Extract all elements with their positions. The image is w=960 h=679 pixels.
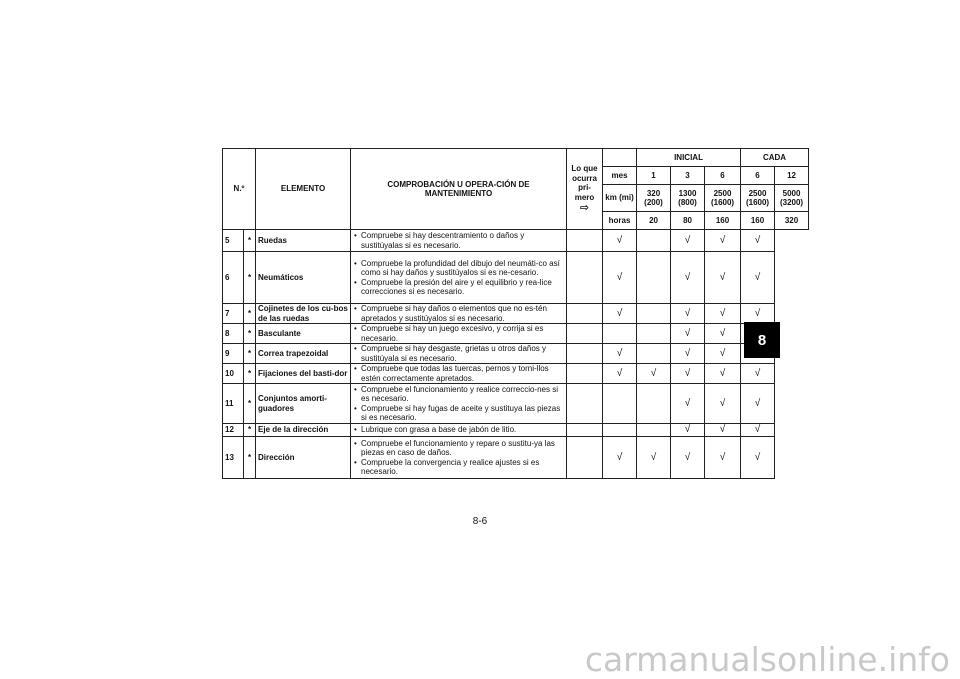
header-unit-value: 12 (775, 167, 809, 185)
header-num: N.º (223, 149, 256, 230)
check-mark-icon: √ (603, 252, 637, 304)
check-mark-icon: √ (603, 344, 637, 364)
check-mark-icon: √ (603, 230, 637, 252)
check-mark-icon: √ (671, 424, 705, 437)
check-mark-icon: √ (741, 230, 775, 252)
check-mark-icon (637, 384, 671, 424)
row-check (351, 437, 567, 479)
table-row (223, 252, 809, 304)
row-number: 11 (223, 384, 244, 424)
check-mark-icon (637, 344, 671, 364)
check-item (353, 439, 564, 458)
check-mark-icon: √ (741, 364, 775, 384)
row-star: * (244, 437, 256, 479)
bullet-icon: • (354, 425, 357, 435)
maintenance-table (222, 148, 809, 479)
header-unit-value: 2500 (1600) (705, 185, 741, 212)
row-first-cell (567, 437, 603, 479)
check-text: Compruebe si hay daños o elementos que no es-tén apretados y sustitúyalos si es necesario. (361, 304, 547, 323)
check-mark-icon (603, 384, 637, 424)
row-element: Conjuntos amorti-guadores (256, 384, 351, 424)
row-check (351, 252, 567, 304)
bullet-icon: • (354, 438, 357, 448)
header-unit-label: horas (603, 212, 637, 230)
row-number: 13 (223, 437, 244, 479)
check-mark-icon: √ (705, 324, 741, 344)
check-mark-icon: √ (671, 304, 705, 324)
bullet-icon: • (354, 277, 357, 287)
row-check (351, 344, 567, 364)
row-number: 6 (223, 252, 244, 304)
row-star: * (244, 424, 256, 437)
check-mark-icon: √ (603, 437, 637, 479)
check-text: Compruebe si hay un juego excesivo, y corrija si es necesario. (361, 324, 544, 343)
header-unit-value: 1300 (800) (671, 185, 705, 212)
check-item (353, 259, 564, 278)
check-mark-icon: √ (741, 384, 775, 424)
check-mark-icon: √ (671, 384, 705, 424)
check-item (353, 364, 564, 383)
row-number: 9 (223, 344, 244, 364)
row-number: 10 (223, 364, 244, 384)
check-mark-icon (637, 324, 671, 344)
table-row (223, 230, 809, 252)
table-row (223, 384, 809, 424)
check-mark-icon: √ (671, 364, 705, 384)
header-unit-value: 320 (775, 212, 809, 230)
chapter-tab: 8 (744, 322, 780, 358)
bullet-icon: • (354, 344, 357, 354)
check-mark-icon: √ (671, 344, 705, 364)
row-check (351, 230, 567, 252)
header-unit-value: 80 (671, 212, 705, 230)
header-unit-value: 6 (705, 167, 741, 185)
check-item (353, 344, 564, 363)
row-number: 12 (223, 424, 244, 437)
table-row (223, 344, 809, 364)
check-mark-icon: √ (705, 364, 741, 384)
check-mark-icon (637, 230, 671, 252)
check-mark-icon: √ (741, 304, 775, 324)
row-star: * (244, 364, 256, 384)
check-mark-icon: √ (705, 437, 741, 479)
row-first-cell (567, 384, 603, 424)
row-star: * (244, 344, 256, 364)
check-item (353, 458, 564, 477)
bullet-icon: • (354, 304, 357, 314)
row-first-cell (567, 252, 603, 304)
row-first-cell (567, 230, 603, 252)
check-item (353, 278, 564, 297)
check-mark-icon (603, 424, 637, 437)
row-check (351, 384, 567, 424)
check-mark-icon (637, 424, 671, 437)
header-unit-value: 6 (741, 167, 775, 185)
check-mark-icon: √ (741, 437, 775, 479)
check-item (353, 231, 564, 250)
check-mark-icon: √ (637, 437, 671, 479)
check-text: Compruebe el funcionamiento y repare o sustitu-ya las piezas en caso de daños. (361, 438, 555, 458)
row-element: Correa trapezoidal (256, 344, 351, 364)
check-text: Lubrique con grasa a base de jabón de litio. (361, 425, 517, 435)
row-first-cell (567, 324, 603, 344)
check-text: Compruebe si hay descentramiento o daños y sustitúyalas si es necesario. (361, 231, 525, 250)
bullet-icon: • (354, 457, 357, 467)
header-unit-value: 320 (200) (637, 185, 671, 212)
row-star: * (244, 324, 256, 344)
check-mark-icon: √ (671, 230, 705, 252)
header-unit-value: 160 (705, 212, 741, 230)
check-text: Compruebe si hay desgaste, grietas u otros daños y sustitúyala si es necesario. (361, 344, 547, 363)
check-mark-icon: √ (705, 252, 741, 304)
check-mark-icon: √ (603, 304, 637, 324)
bullet-icon: • (354, 324, 357, 334)
header-unit-value: 2500 (1600) (741, 185, 775, 212)
check-text: Compruebe el funcionamiento y realice correccio-nes si es necesario. (361, 384, 558, 404)
header-check: COMPROBACIÓN U OPERA-CIÓN DE MANTENIMIENTO (351, 149, 567, 230)
table-row (223, 304, 809, 324)
header-row-top (223, 149, 809, 167)
row-element: Neumáticos (256, 252, 351, 304)
row-element: Eje de la dirección (256, 424, 351, 437)
check-mark-icon: √ (705, 424, 741, 437)
row-element: Ruedas (256, 230, 351, 252)
check-mark-icon: √ (671, 324, 705, 344)
check-text: Compruebe la presión del aire y el equilibrio y rea-lice correcciones si es necesario. (361, 277, 552, 296)
row-element: Dirección (256, 437, 351, 479)
check-mark-icon: √ (705, 230, 741, 252)
row-element: Cojinetes de los cu-bos de las ruedas (256, 304, 351, 324)
header-unit-label: mes (603, 167, 637, 185)
check-mark-icon: √ (741, 252, 775, 304)
check-item (353, 385, 564, 404)
bullet-icon: • (354, 231, 357, 241)
check-mark-icon: √ (741, 424, 775, 437)
table-row (223, 437, 809, 479)
header-blank (603, 149, 637, 167)
check-item (353, 404, 564, 423)
header-unit-value: 1 (637, 167, 671, 185)
check-item (353, 324, 564, 343)
bullet-icon: • (354, 403, 357, 413)
header-first-label: Lo que ocurra pri-mero (571, 164, 598, 202)
row-star: * (244, 304, 256, 324)
row-check (351, 364, 567, 384)
row-first-cell (567, 304, 603, 324)
header-initial: INICIAL (637, 149, 741, 167)
header-first (567, 149, 603, 230)
header-unit-label: km (mi) (603, 185, 637, 212)
row-check (351, 324, 567, 344)
check-text: Compruebe la convergencia y realice ajustes si es necesario. (361, 457, 540, 476)
bullet-icon: • (354, 384, 357, 394)
header-unit-value: 160 (741, 212, 775, 230)
page-number: 8-6 (472, 516, 488, 527)
watermark: carmanualsonline.info (584, 640, 950, 679)
row-check (351, 424, 567, 437)
row-number: 7 (223, 304, 244, 324)
row-number: 8 (223, 324, 244, 344)
check-item (353, 425, 564, 434)
row-check (351, 304, 567, 324)
check-text: Compruebe que todas las tuercas, pernos y torni-llos estén correctamente apretados. (361, 364, 549, 383)
bullet-icon: • (354, 258, 357, 268)
bullet-icon: • (354, 364, 357, 374)
check-mark-icon: √ (705, 384, 741, 424)
row-number: 5 (223, 230, 244, 252)
check-mark-icon: √ (705, 344, 741, 364)
table-row (223, 424, 809, 437)
header-element: ELEMENTO (256, 149, 351, 230)
check-mark-icon (603, 324, 637, 344)
row-element: Basculante (256, 324, 351, 344)
check-mark-icon: √ (637, 364, 671, 384)
row-element: Fijaciones del basti-dor (256, 364, 351, 384)
check-text: Compruebe si hay fugas de aceite y sustituya las piezas si es necesario. (361, 403, 561, 422)
table-row (223, 364, 809, 384)
right-arrow-icon: ⇨ (579, 202, 590, 215)
check-mark-icon: √ (671, 437, 705, 479)
check-mark-icon: √ (603, 364, 637, 384)
table-row (223, 324, 809, 344)
row-first-cell (567, 364, 603, 384)
row-first-cell (567, 424, 603, 437)
row-star: * (244, 230, 256, 252)
check-mark-icon (637, 252, 671, 304)
check-mark-icon: √ (671, 252, 705, 304)
check-text: Compruebe la profundidad del dibujo del neumáti-co así como si hay daños y sustitúyalos si es ne-cesario. (361, 258, 560, 278)
header-unit-value: 20 (637, 212, 671, 230)
check-mark-icon (637, 304, 671, 324)
header-unit-value: 5000 (3200) (775, 185, 809, 212)
header-unit-value: 3 (671, 167, 705, 185)
row-first-cell (567, 344, 603, 364)
row-star: * (244, 384, 256, 424)
header-each: CADA (741, 149, 809, 167)
check-item (353, 304, 564, 323)
row-star: * (244, 252, 256, 304)
check-mark-icon: √ (705, 304, 741, 324)
